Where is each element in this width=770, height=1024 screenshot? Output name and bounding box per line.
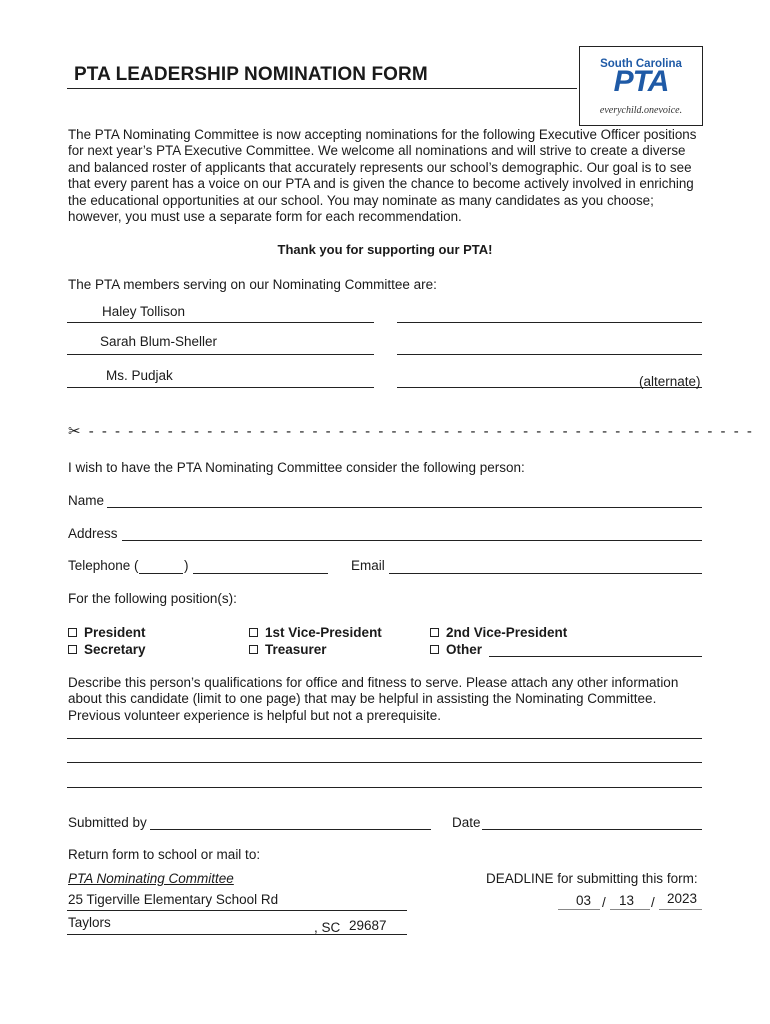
- qualifications-line-1[interactable]: [67, 738, 702, 739]
- qualifications-line-3[interactable]: [67, 787, 702, 788]
- telephone-area-code-field[interactable]: [139, 573, 183, 574]
- committee-label: The PTA members serving on our Nominating Committee are:: [68, 277, 437, 292]
- deadline-year-rule: [659, 909, 702, 910]
- mail-to-rule-1: [67, 910, 407, 911]
- qualifications-line-2[interactable]: [67, 762, 702, 763]
- position-label: 2nd Vice-President: [446, 625, 568, 640]
- telephone-field[interactable]: [193, 573, 328, 574]
- committee-line-1: [67, 322, 374, 323]
- checkbox-icon[interactable]: [68, 628, 77, 637]
- intro-paragraph: The PTA Nominating Committee is now accepting nominations for the following Executive Officer positions for next year’s PTA Executive Committee. We welcome all nominations and will strive to create a diverse and balanced roster of applicants that accurately represents our school’s demographic. Our goal is to see that every parent has a voice on our PTA and is given the chance to become actively involved in enriching the educational opportunities at our school. You may nominate as many candidates as you choose; however, you must use a separate form for each recommendation.: [68, 127, 697, 225]
- checkbox-icon[interactable]: [249, 645, 258, 654]
- cut-line: ✂ - - - - - - - - - - - - - - - - - - - - - - - - - - - - - - - - - - - - - - - - - - - - - - - - - - -: [68, 423, 754, 440]
- address-field[interactable]: [122, 540, 702, 541]
- position-label: Treasurer: [265, 642, 327, 657]
- date-label: Date: [452, 815, 481, 830]
- checkbox-icon[interactable]: [68, 645, 77, 654]
- nominee-prompt: I wish to have the PTA Nominating Committee consider the following person:: [68, 460, 525, 475]
- name-label: Name: [68, 493, 105, 508]
- mail-to-state: , SC: [314, 920, 341, 935]
- page-title: PTA LEADERSHIP NOMINATION FORM: [74, 64, 428, 85]
- return-label: Return form to school or mail to:: [68, 847, 261, 862]
- date-field[interactable]: [482, 829, 702, 830]
- telephone-paren: ): [184, 558, 189, 573]
- position-secretary[interactable]: [68, 642, 146, 657]
- logo-tagline: everychild.onevoice.: [599, 105, 683, 116]
- position-label: 1st Vice-President: [265, 625, 382, 640]
- committee-line-4[interactable]: [397, 354, 702, 355]
- committee-line-5: [67, 387, 374, 388]
- deadline-month: 03: [576, 893, 592, 908]
- committee-member-2[interactable]: Sarah Blum-Sheller: [100, 334, 218, 349]
- checkbox-icon[interactable]: [249, 628, 258, 637]
- address-label: Address: [68, 526, 118, 541]
- checkbox-icon[interactable]: [430, 645, 439, 654]
- position-label: President: [84, 625, 146, 640]
- mail-to-city: Taylors: [68, 915, 111, 930]
- qualifications-text: Describe this person’s qualifications for office and fitness to serve. Please attach any other information about this candidate (limit to one page) that may be helpful in assisting the Nominating Committee. Previous volunteer experience is helpful but not a prerequisite.: [68, 675, 679, 723]
- mail-to-line-1: PTA Nominating Committee: [68, 871, 234, 886]
- deadline-day: 13: [619, 893, 635, 908]
- committee-member-1[interactable]: Haley Tollison: [102, 304, 186, 319]
- position-1st-vice-president[interactable]: [249, 625, 382, 640]
- logo: [579, 46, 703, 126]
- deadline-sep-2: /: [651, 895, 655, 910]
- deadline-sep-1: /: [602, 895, 606, 910]
- position-other[interactable]: [430, 642, 482, 657]
- position-2nd-vice-president[interactable]: [430, 625, 567, 640]
- deadline-month-rule: [558, 909, 600, 910]
- email-field[interactable]: [389, 573, 702, 574]
- deadline-day-rule: [610, 909, 650, 910]
- other-position-field[interactable]: [489, 656, 702, 657]
- submitted-by-label: Submitted by: [68, 815, 147, 830]
- positions-label: For the following position(s):: [68, 591, 237, 606]
- telephone-label: Telephone (: [68, 558, 139, 573]
- committee-member-3[interactable]: Ms. Pudjak: [106, 368, 173, 383]
- name-field[interactable]: [107, 507, 702, 508]
- position-label: Other: [446, 642, 483, 657]
- submitted-by-field[interactable]: [150, 829, 431, 830]
- title-rule: [67, 88, 577, 89]
- mail-to-zip: 29687: [349, 918, 387, 933]
- mail-to-line-2: 25 Tigerville Elementary School Rd: [68, 892, 279, 907]
- deadline-year: 2023: [667, 891, 698, 906]
- logo-pta: PTA: [613, 65, 669, 98]
- logo-state: South Carolina: [600, 58, 682, 70]
- email-label: Email: [351, 558, 385, 573]
- position-treasurer[interactable]: [249, 642, 327, 657]
- mail-to-rule-2: [67, 934, 407, 935]
- checkbox-icon[interactable]: [430, 628, 439, 637]
- position-president[interactable]: [68, 625, 146, 640]
- deadline-label: DEADLINE for submitting this form:: [486, 871, 698, 886]
- position-label: Secretary: [84, 642, 146, 657]
- alternate-label: (alternate): [639, 374, 701, 389]
- committee-line-2[interactable]: [397, 322, 702, 323]
- committee-line-3: [67, 354, 374, 355]
- thanks-text: Thank you for supporting our PTA!: [277, 242, 493, 257]
